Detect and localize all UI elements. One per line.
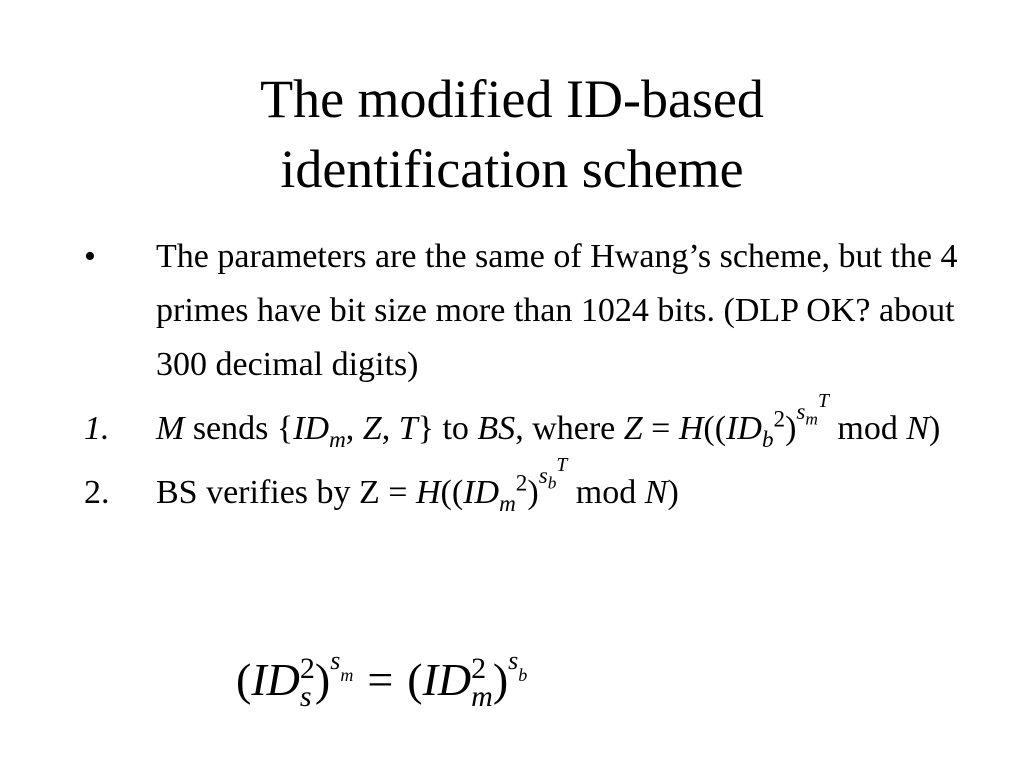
step-1-exponent: smT (796, 389, 829, 429)
eq-left-scripts: 2 s (299, 652, 315, 714)
step-2-marker: 2. (84, 474, 110, 511)
title-line-2: identification scheme (280, 139, 744, 199)
eq-right-scripts: 2 m (471, 652, 493, 714)
eq-right-exponent: sb (508, 646, 528, 686)
step-2-exponent: sbT (538, 453, 568, 493)
step-2-text: BS verifies by $Z = H((ID_m^2)^{s_b^T}$ mod N) (156, 453, 679, 517)
step-1-text: M sends {$ID_m$, Z, T} to BS, where $Z = H((ID_b^2)^{s_m^T}$ mod N) (156, 389, 941, 453)
bs-symbol: BS (477, 410, 516, 447)
bullet-item (84, 230, 964, 392)
slide-title (0, 64, 1024, 204)
verification-equation: (ID 2 s )$^{s_m}$ = (ID 2 m )$^{s_b}$ (236, 646, 528, 714)
bullet-marker: • (84, 238, 96, 275)
m-symbol: M (156, 410, 185, 447)
eq-left-exponent: sm (330, 646, 354, 686)
body-list (84, 230, 964, 520)
equals-sign: = (367, 654, 394, 705)
title-line-1: The modified ID-based (260, 69, 764, 129)
bullet-text: The parameters are the same of Hwang’s scheme, but the 4 primes have bit size more than 1024 bits. (DLP OK? about 300 decimal digits) (156, 238, 958, 383)
step-2-item (84, 453, 964, 520)
step-1-marker: 1. (84, 410, 110, 447)
step-1-item (84, 389, 964, 456)
